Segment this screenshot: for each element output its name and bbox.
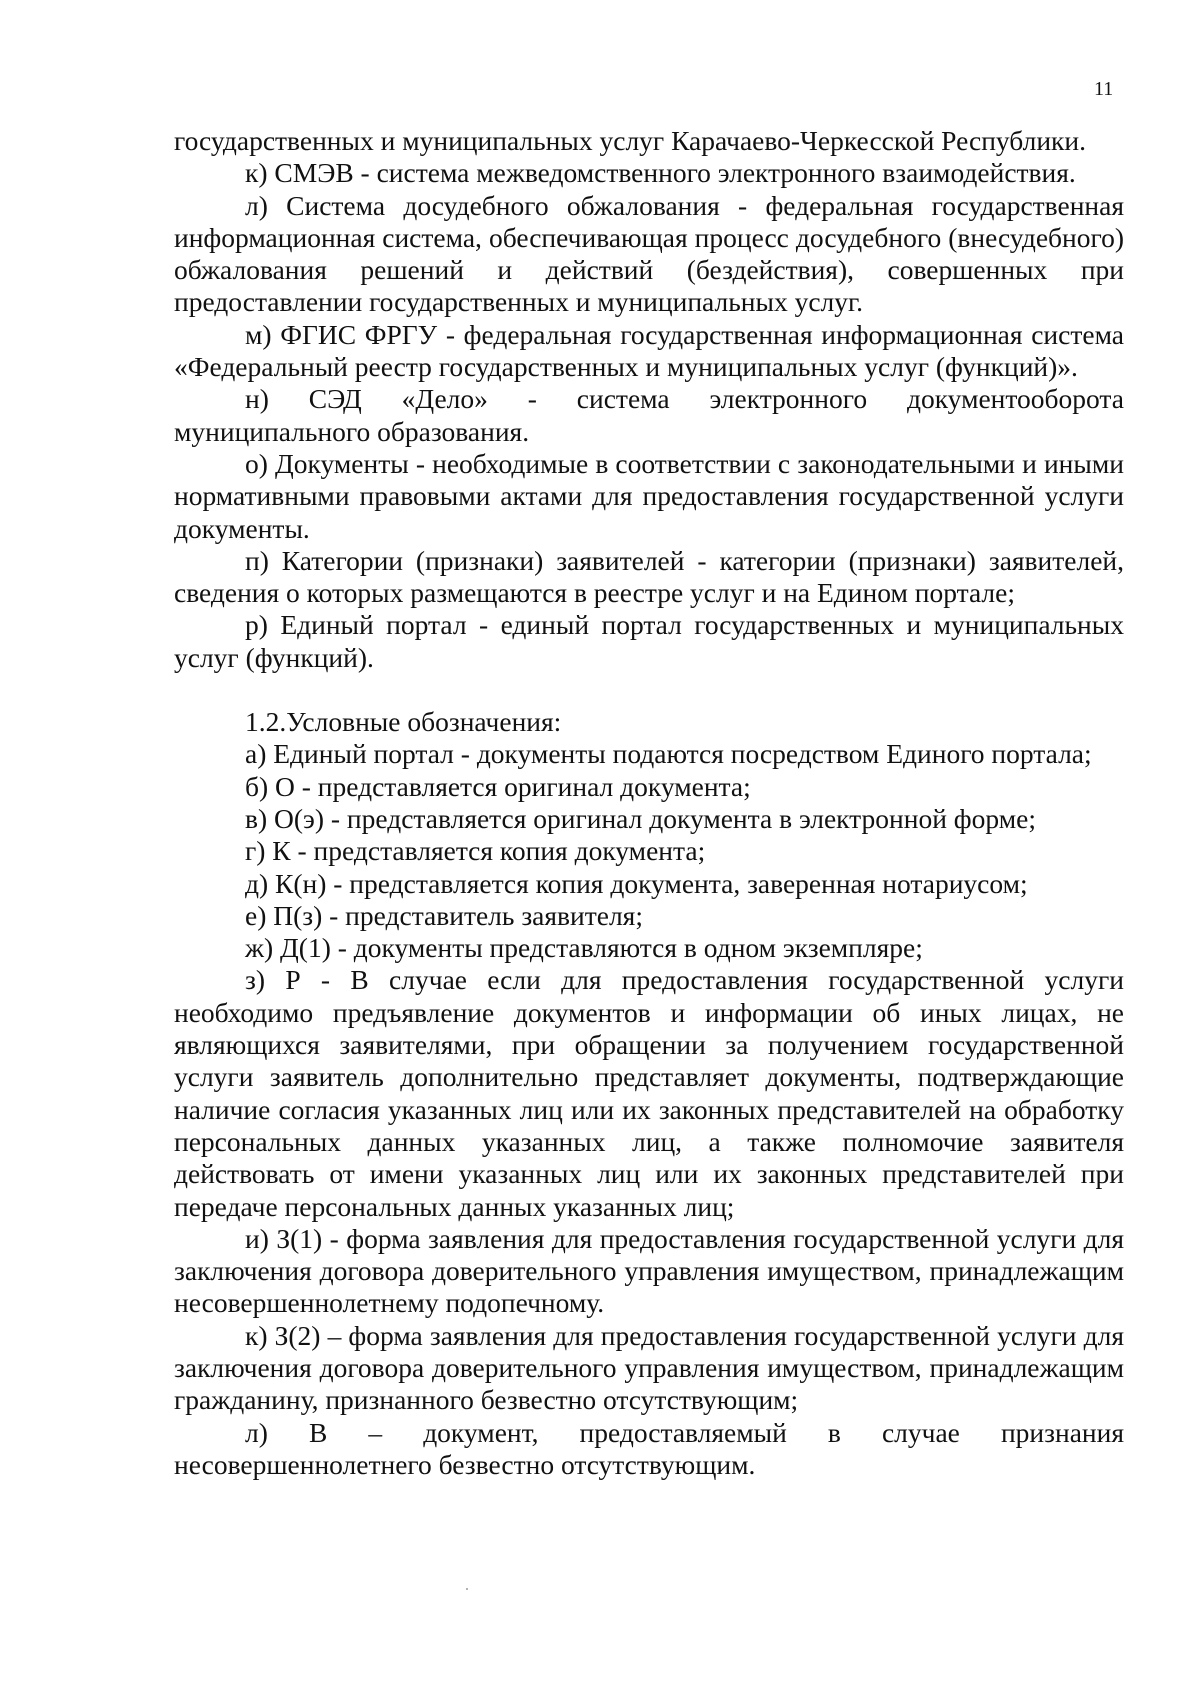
- definition-pretrial-appeal-system: л) Система досудебного обжалования - федеральная государственная информационная система, обеспечивающая процесс досудебного (внесудебного) обжалования решений и действий (бездействия), совершенных при предоставлении государственных и муниципальных услуг.: [174, 189, 1124, 318]
- notation-item: л) В – документ, предоставляемый в случае признания несовершеннолетнего безвестно отсутствующим.: [174, 1416, 1124, 1480]
- notation-item: ж) Д(1) - документы представляются в одном экземпляре;: [245, 932, 923, 964]
- notation-item: з) Р - В случае если для предоставления государственной услуги необходимо предъявление документов и информации об иных лицах, не являющихся заявителями, при обращении за получением государственной услуги заявитель дополнительно представляет документы, подтверждающие наличие согласия указанных лиц или их законных представителей на обработку персональных данных указанных лиц, а также полномочие заявителя действовать от имени указанных лиц или их законных представителей при передаче персональных данных указанных лиц;: [174, 964, 1124, 1222]
- scan-speck: [466, 1588, 468, 1590]
- definition-unified-portal: р) Единый портал - единый портал государственных и муниципальных услуг (функций).: [174, 609, 1124, 673]
- notation-item: б) О - представляется оригинал документа;: [245, 770, 751, 802]
- page-number: 11: [1094, 78, 1114, 100]
- notation-section-title: 1.2.Условные обозначения:: [245, 706, 562, 738]
- definition-fgis-frgu: м) ФГИС ФРГУ - федеральная государственная информационная система «Федеральный реестр государственных и муниципальных услуг (функций)».: [174, 318, 1124, 383]
- definition-continuation: государственных и муниципальных услуг Карачаево-Черкесской Республики.: [174, 125, 1086, 156]
- definition-sed-delo: н) СЭД «Дело» - система электронного документооборота муниципального образования.: [174, 383, 1124, 447]
- definition-documents: о) Документы - необходимые в соответствии с законодательными и иными нормативными правовыми актами для предоставления государственной услуги документы.: [174, 447, 1124, 544]
- notation-item: г) К - представляется копия документа;: [245, 835, 706, 867]
- notation-item: а) Единый портал - документы подаются посредством Единого портала;: [245, 738, 1092, 770]
- document-body: [174, 125, 1124, 1481]
- notation-item: к) З(2) – форма заявления для предоставления государственной услуги для заключения договора доверительного управления имуществом, принадлежащим гражданину, признанного безвестно отсутствующим;: [174, 1319, 1124, 1416]
- notation-item: е) П(з) - представитель заявителя;: [245, 899, 643, 931]
- notation-item: д) К(н) - представляется копия документа, заверенная нотариусом;: [245, 867, 1028, 899]
- notation-item: и) З(1) - форма заявления для предоставления государственной услуги для заключения договора доверительного управления имуществом, принадлежащим несовершеннолетнему подопечному.: [174, 1222, 1124, 1319]
- definition-smev: к) СМЭВ - система межведомственного электронного взаимодействия.: [245, 157, 1076, 189]
- notation-item: в) О(э) - представляется оригинал документа в электронной форме;: [245, 802, 1036, 834]
- definition-applicant-categories: п) Категории (признаки) заявителей - категории (признаки) заявителей, сведения о которых размещаются в реестре услуг и на Едином портале;: [174, 544, 1124, 609]
